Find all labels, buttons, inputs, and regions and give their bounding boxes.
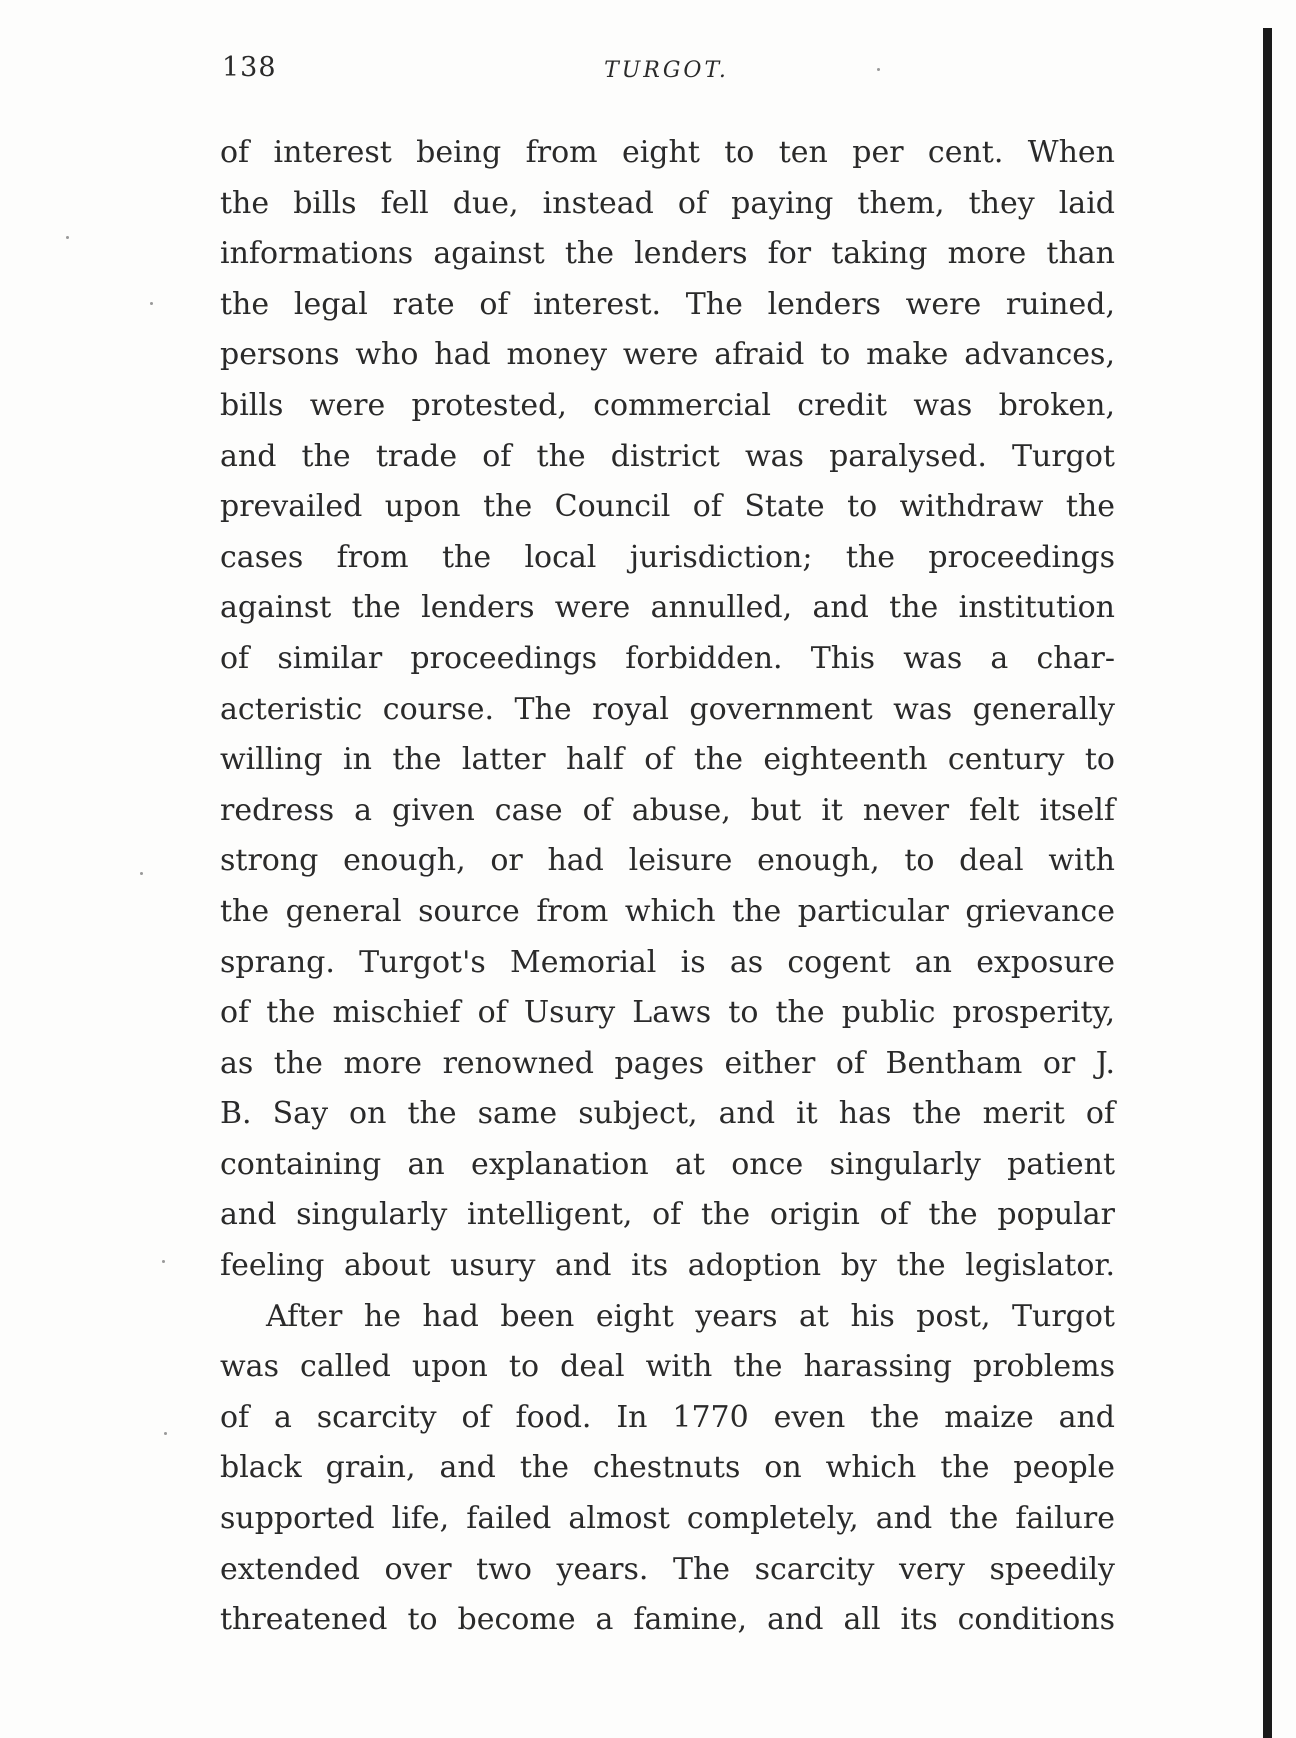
- page-header: [222, 52, 1111, 92]
- text-line: of similar proceedings forbidden. This was a char-: [220, 640, 1115, 676]
- page-edge-border: [1263, 28, 1272, 1738]
- text-line: of the mischief of Usury Laws to the public prosperity,: [220, 995, 1115, 1031]
- running-head: TURGOT.: [604, 58, 729, 83]
- text-line: bills were protested, commercial credit was broken,: [220, 387, 1115, 423]
- text-line: containing an explanation at once singularly patient: [220, 1146, 1115, 1182]
- paper-speck: [164, 1432, 167, 1435]
- text-line: of interest being from eight to ten per cent. When: [220, 135, 1115, 170]
- text-line: and singularly intelligent, of the origin of the popular: [220, 1197, 1115, 1233]
- text-line: of a scarcity of food. In 1770 even the maize and: [220, 1399, 1115, 1435]
- text-line: extended over two years. The scarcity very speedily: [220, 1551, 1115, 1587]
- page-number: 138: [222, 52, 277, 83]
- paper-speck: [140, 872, 143, 875]
- text-line: threatened to become a famine, and all its conditions: [220, 1602, 1115, 1638]
- paper-speck: [162, 1260, 165, 1263]
- text-line: B. Say on the same subject, and it has the merit of: [220, 1096, 1115, 1132]
- text-line: the bills fell due, instead of paying them, they laid: [220, 185, 1115, 221]
- text-line: acteristic course. The royal government was generally: [220, 691, 1115, 727]
- paper-speck: [66, 236, 69, 239]
- text-line: willing in the latter half of the eighteenth century to: [220, 742, 1115, 778]
- text-line: black grain, and the chestnuts on which the people: [220, 1450, 1115, 1486]
- text-line: supported life, failed almost completely, and the failure: [220, 1501, 1115, 1537]
- text-line: informations against the lenders for taking more than: [220, 236, 1115, 272]
- text-line: the legal rate of interest. The lenders were ruined,: [220, 286, 1115, 322]
- paragraph: [220, 1292, 1115, 1646]
- text-line: After he had been eight years at his post, Turgot: [266, 1298, 1115, 1334]
- paragraph: [220, 128, 1115, 1292]
- body-text: [220, 128, 1115, 1646]
- text-line: and the trade of the district was paralysed. Turgot: [220, 438, 1115, 474]
- text-line: feeling about usury and its adoption by the legislator.: [220, 1248, 1115, 1284]
- paper-speck: [150, 302, 153, 305]
- paper-speck: [877, 68, 880, 71]
- text-line: as the more renowned pages either of Bentham or J.: [220, 1045, 1115, 1081]
- text-line: strong enough, or had leisure enough, to deal with: [220, 843, 1115, 879]
- text-line: against the lenders were annulled, and the institution: [220, 590, 1115, 626]
- text-line: the general source from which the particular grievance: [220, 893, 1115, 929]
- text-line: persons who had money were afraid to make advances,: [220, 337, 1115, 373]
- text-line: redress a given case of abuse, but it never felt itself: [220, 792, 1115, 828]
- text-line: was called upon to deal with the harassing problems: [220, 1349, 1115, 1385]
- text-line: sprang. Turgot's Memorial is as cogent an exposure: [220, 944, 1115, 980]
- text-line: cases from the local jurisdiction; the proceedings: [220, 539, 1115, 575]
- text-line: prevailed upon the Council of State to withdraw the: [220, 489, 1115, 525]
